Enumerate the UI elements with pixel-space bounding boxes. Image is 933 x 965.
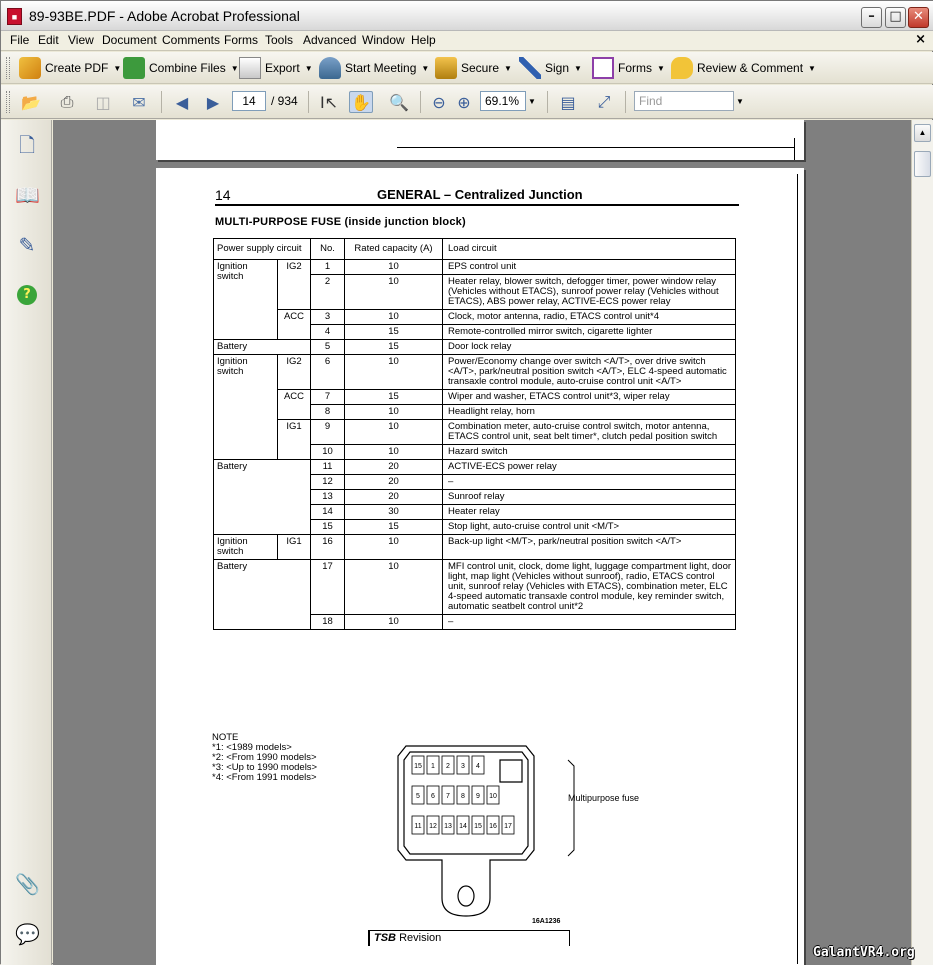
menu-forms[interactable]: Forms <box>224 33 258 47</box>
column-header: No. <box>311 239 345 260</box>
zoom-dropdown-icon[interactable]: ▼ <box>528 97 536 106</box>
fuse-capacity: 15 <box>345 325 443 340</box>
fuse-capacity: 10 <box>345 310 443 325</box>
group-cell: Ignition switch <box>214 535 278 560</box>
fuse-number: 8 <box>311 405 345 420</box>
fuse-table <box>213 238 736 630</box>
pen-icon <box>519 57 541 79</box>
load-circuit: Hazard switch <box>443 445 736 460</box>
column-header: Rated capacity (A) <box>345 239 443 260</box>
fuse-number: 2 <box>311 275 345 310</box>
fuse-slot-label: 2 <box>446 763 450 770</box>
table-row <box>214 420 736 445</box>
combine-files-label: Combine Files <box>149 61 226 75</box>
fuse-slot-label: 10 <box>489 793 497 800</box>
note-item: *3: <Up to 1990 models> <box>212 762 318 773</box>
sub-group-cell: IG2 <box>278 355 311 390</box>
page-rule <box>794 138 795 160</box>
menu-view[interactable]: View <box>68 33 94 47</box>
table-row <box>214 560 736 615</box>
fuse-number: 11 <box>311 460 345 475</box>
pages-panel-icon[interactable]: 🗋 <box>18 133 36 157</box>
zoom-level-input[interactable]: 69.1% <box>480 91 526 111</box>
table-row <box>214 535 736 560</box>
sign-button[interactable] <box>519 56 582 80</box>
fuse-capacity: 10 <box>345 445 443 460</box>
title-bar <box>1 1 933 31</box>
page-rule <box>397 147 795 148</box>
fuse-number: 12 <box>311 475 345 490</box>
full-screen-icon[interactable]: ⤢ <box>597 92 611 111</box>
fuse-slot-label: 4 <box>476 763 480 770</box>
next-page-icon[interactable]: ▶ <box>206 92 220 112</box>
menu-bar <box>1 31 933 51</box>
table-row <box>214 310 736 325</box>
save-icon[interactable]: ◫ <box>95 92 111 112</box>
diagram-code: 16A1236 <box>532 918 561 925</box>
pdf-page <box>156 168 804 965</box>
toolbar-grip[interactable] <box>6 91 10 113</box>
chevron-down-icon: ▼ <box>113 63 122 73</box>
fuse-capacity: 15 <box>345 520 443 535</box>
fuse-capacity: 10 <box>345 355 443 390</box>
fuse-capacity: 10 <box>345 560 443 615</box>
comments-panel-icon[interactable]: 💬 <box>15 922 40 946</box>
load-circuit: Heater relay, blower switch, defogger timer, power window relay (Vehicles without ETACS), sunroof power relay (Vehicles without ETACS), ABS power relay, ACTIVE-ECS power relay <box>443 275 736 310</box>
toolbar-separator <box>161 91 162 113</box>
header-rule <box>215 204 739 206</box>
diagram-label: Multipurpose fuse <box>568 793 640 803</box>
menu-file[interactable]: File <box>10 33 30 47</box>
attachments-paperclip-icon[interactable]: 📎 <box>15 872 40 896</box>
document-viewer[interactable] <box>53 120 911 965</box>
review-comment-label: Review & Comment <box>697 61 804 75</box>
form-icon <box>592 57 614 79</box>
fuse-slot-label: 14 <box>459 823 467 830</box>
note-item: *1: <1989 models> <box>212 742 292 753</box>
hand-tool-icon[interactable]: ✋ <box>349 91 373 113</box>
load-circuit: MFI control unit, clock, dome light, luggage compartment light, door light, map light (Vehicles without sunroof), radio, ETACS control unit, sunroof relay (Vehicles with ETACS), combination meter, ELC 4-speed automatic transaxle control module, key reminder switch, automatic seatbelt control unit*2 <box>443 560 736 615</box>
fuse-capacity: 20 <box>345 490 443 505</box>
sub-group-cell: ACC <box>278 310 311 340</box>
load-circuit: Remote-controlled mirror switch, cigarette lighter <box>443 325 736 340</box>
fit-page-icon[interactable]: ▤ <box>560 92 576 112</box>
fuse-number: 5 <box>311 340 345 355</box>
load-circuit: EPS control unit <box>443 260 736 275</box>
sub-group-cell: ACC <box>278 390 311 420</box>
vertical-scrollbar[interactable] <box>911 120 933 965</box>
fuse-capacity: 20 <box>345 460 443 475</box>
fuse-number: 17 <box>311 560 345 615</box>
signatures-panel-icon[interactable]: ✎ <box>18 233 36 257</box>
table-row <box>214 260 736 275</box>
tasks-toolbar <box>1 52 933 84</box>
fuse-capacity: 10 <box>345 405 443 420</box>
fuse-capacity: 10 <box>345 535 443 560</box>
chevron-down-icon: ▼ <box>230 63 239 73</box>
fuse-number: 3 <box>311 310 345 325</box>
load-circuit: Sunroof relay <box>443 490 736 505</box>
zoom-tool-icon[interactable]: 🔍 <box>389 92 409 112</box>
toolbar-separator <box>308 91 309 113</box>
toolbar-separator <box>547 91 548 113</box>
comment-bubble-icon <box>671 57 693 79</box>
navigation-toolbar <box>1 85 933 119</box>
bracket <box>568 760 574 856</box>
chevron-down-icon: ▼ <box>421 63 430 73</box>
menu-tools[interactable]: Tools <box>265 33 294 47</box>
table-row <box>214 355 736 390</box>
fuse-number: 1 <box>311 260 345 275</box>
load-circuit: Headlight relay, horn <box>443 405 736 420</box>
table-row <box>214 390 736 405</box>
load-circuit: Heater relay <box>443 505 736 520</box>
fuse-slot-label: 17 <box>504 823 512 830</box>
chevron-down-icon: ▼ <box>574 63 582 73</box>
fuse-slot-label: 12 <box>429 823 437 830</box>
fuse-number: 13 <box>311 490 345 505</box>
acrobat-app-icon[interactable]: ■ <box>7 8 22 25</box>
select-text-icon[interactable]: I↖ <box>319 92 339 112</box>
group-cell: Ignition switch <box>214 260 278 340</box>
bookmarks-panel-icon[interactable]: 📖 <box>15 183 40 207</box>
fuse-slot-label: 9 <box>476 793 480 800</box>
lock-icon <box>435 57 457 79</box>
fuse-capacity: 10 <box>345 615 443 630</box>
section-subtitle: MULTI-PURPOSE FUSE (inside junction block) <box>215 216 466 228</box>
export-button[interactable] <box>239 56 313 80</box>
fuse-number: 7 <box>311 390 345 405</box>
previous-page-bottom <box>156 120 804 160</box>
load-circuit: Clock, motor antenna, radio, ETACS control unit*4 <box>443 310 736 325</box>
load-circuit: ACTIVE-ECS power relay <box>443 460 736 475</box>
create-pdf-label: Create PDF <box>45 61 109 75</box>
zoom-in-icon[interactable]: ⊕ <box>457 92 471 112</box>
menu-advanced[interactable]: Advanced <box>303 33 357 47</box>
start-meeting-button[interactable] <box>319 56 429 80</box>
zoom-out-icon[interactable]: ⊖ <box>432 92 446 112</box>
junction-block-outline <box>398 746 534 916</box>
sub-group-cell: IG1 <box>278 420 311 460</box>
previous-page-icon[interactable]: ◀ <box>175 92 189 112</box>
tsb-label: TSB <box>374 932 396 944</box>
fuse-slot-label: 11 <box>414 823 422 830</box>
meeting-icon <box>319 57 341 79</box>
fuse-number: 16 <box>311 535 345 560</box>
fuse-number: 10 <box>311 445 345 460</box>
fuse-capacity: 15 <box>345 340 443 355</box>
group-cell: Battery <box>214 340 311 355</box>
minimize-button[interactable]: – <box>861 7 882 28</box>
fuse-slot-label: 15 <box>414 763 422 770</box>
fuse-number: 18 <box>311 615 345 630</box>
combine-files-icon <box>123 57 145 79</box>
fuse-slot-label: 6 <box>431 793 435 800</box>
menu-help[interactable]: Help <box>411 33 436 47</box>
menu-edit[interactable]: Edit <box>38 33 59 47</box>
fuse-number: 9 <box>311 420 345 445</box>
combine-files-button[interactable] <box>123 56 239 80</box>
fuse-slot-label: 16 <box>489 823 497 830</box>
load-circuit: Back-up light <M/T>, park/neutral position switch <A/T> <box>443 535 736 560</box>
note-heading: NOTE <box>212 732 239 743</box>
create-pdf-icon <box>19 57 41 79</box>
menu-window[interactable]: Window <box>362 33 405 47</box>
scroll-up-icon[interactable]: ▲ <box>914 124 931 142</box>
page-number: 14 <box>215 187 231 203</box>
toolbar-separator <box>420 91 421 113</box>
note-item: *4: <From 1991 models> <box>212 772 317 783</box>
group-cell: Battery <box>214 460 311 535</box>
print-icon[interactable]: ⎙ <box>60 92 74 111</box>
page-border <box>797 174 798 964</box>
fuse-capacity: 15 <box>345 390 443 405</box>
fuse-slot-label: 13 <box>444 823 452 830</box>
navigation-pane <box>1 120 52 965</box>
sub-group-cell: IG2 <box>278 260 311 310</box>
window-title: 89-93BE.PDF - Adobe Acrobat Professional <box>29 8 300 24</box>
group-cell: Battery <box>214 560 311 630</box>
table-row <box>214 340 736 355</box>
load-circuit: – <box>443 475 736 490</box>
fuse-slot-label: 15 <box>474 823 482 830</box>
review-comment-button[interactable] <box>671 56 816 80</box>
table-row <box>214 460 736 475</box>
fuse-slot-label: 3 <box>461 763 465 770</box>
export-icon <box>239 57 261 79</box>
load-circuit: Door lock relay <box>443 340 736 355</box>
page-number-input[interactable]: 14 <box>232 91 266 111</box>
load-circuit: Combination meter, auto-cruise control switch, motor antenna, ETACS control unit, seat belt timer*, clutch pedal position switch <box>443 420 736 445</box>
load-circuit: Stop light, auto-cruise control unit <M/T> <box>443 520 736 535</box>
fuse-number: 15 <box>311 520 345 535</box>
create-pdf-button[interactable] <box>19 56 121 80</box>
maximize-button[interactable]: □ <box>885 7 906 28</box>
load-circuit: Power/Economy change over switch <A/T>, over drive switch <A/T>, park/neutral position switch <A/T>, ELC 4-speed automatic transaxle control module, auto-cruise control unit <A/T> <box>443 355 736 390</box>
fuse-slot-label: 7 <box>446 793 450 800</box>
forms-label: Forms <box>618 61 652 75</box>
fuse-slot-label: 1 <box>431 763 435 770</box>
fuse-number: 6 <box>311 355 345 390</box>
export-label: Export <box>265 61 300 75</box>
fuse-capacity: 20 <box>345 475 443 490</box>
open-folder-icon[interactable]: 📂 <box>21 92 41 112</box>
chevron-down-icon: ▼ <box>808 63 816 73</box>
document-close-icon[interactable]: × <box>915 32 926 47</box>
fuse-number: 4 <box>311 325 345 340</box>
menu-comments[interactable]: Comments <box>162 33 221 47</box>
page-header: GENERAL – Centralized Junction <box>377 187 583 202</box>
column-header: Power supply circuit <box>214 239 311 260</box>
junction-block-diagram <box>384 738 624 928</box>
toolbar-separator <box>625 91 626 113</box>
chevron-down-icon: ▼ <box>304 63 313 73</box>
watermark: GalantVR4.org <box>813 945 915 960</box>
page-total: / 934 <box>271 94 298 108</box>
load-circuit: – <box>443 615 736 630</box>
scrollbar-thumb[interactable] <box>914 151 931 177</box>
group-cell: Ignition switch <box>214 355 278 460</box>
forms-button[interactable] <box>592 56 665 80</box>
fuse-number: 14 <box>311 505 345 520</box>
fuse-grid <box>412 756 514 834</box>
sign-label: Sign <box>545 61 570 75</box>
help-icon[interactable]: ? <box>17 285 37 305</box>
secure-label: Secure <box>461 61 500 75</box>
chevron-down-icon: ▼ <box>657 63 665 73</box>
fuse-slot-label: 5 <box>416 793 420 800</box>
load-circuit: Wiper and washer, ETACS control unit*3, wiper relay <box>443 390 736 405</box>
toolbar-grip[interactable] <box>6 57 10 79</box>
tsb-revision-box <box>368 930 570 946</box>
close-button[interactable]: ✕ <box>908 7 929 28</box>
menu-document[interactable]: Document <box>102 33 157 47</box>
fuse-capacity: 10 <box>345 275 443 310</box>
start-meeting-label: Start Meeting <box>345 61 417 75</box>
note-item: *2: <From 1990 models> <box>212 752 317 763</box>
secure-button[interactable] <box>435 56 512 80</box>
fuse-capacity: 10 <box>345 260 443 275</box>
chevron-down-icon: ▼ <box>504 63 512 73</box>
footnotes <box>212 733 317 783</box>
fuse-slot-label: 8 <box>461 793 465 800</box>
tsb-revision-label: Revision <box>399 932 442 944</box>
fuse-capacity: 10 <box>345 420 443 445</box>
table-header-row <box>214 239 736 260</box>
find-input[interactable]: Find <box>634 91 734 111</box>
email-icon[interactable]: ✉ <box>132 92 146 112</box>
fuse-capacity: 30 <box>345 505 443 520</box>
find-dropdown-icon[interactable]: ▼ <box>736 97 744 106</box>
column-header: Load circuit <box>443 239 736 260</box>
sub-group-cell: IG1 <box>278 535 311 560</box>
